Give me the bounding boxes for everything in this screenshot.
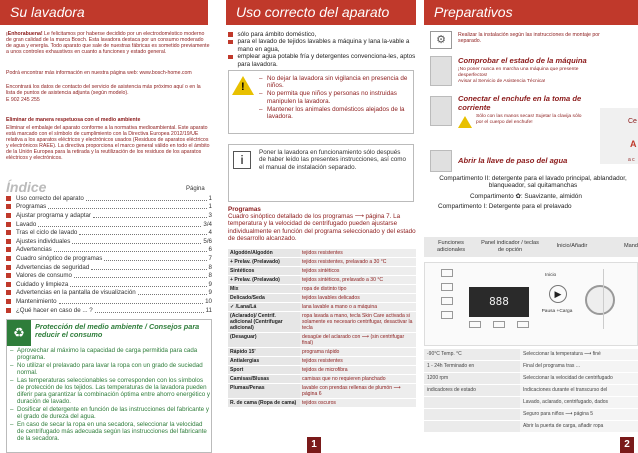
index-bullet-icon bbox=[6, 308, 11, 313]
step3-box bbox=[430, 150, 596, 176]
index-bullet-icon bbox=[6, 247, 11, 252]
warning-icon: ! bbox=[232, 76, 254, 95]
index-row[interactable] bbox=[6, 194, 212, 203]
lower-row bbox=[424, 397, 638, 408]
intro-text: Le felicitamos por haberse decidido por un electrodoméstico moderno de gran calidad de la marca Bosch. Esta lavadora destaca por un consumo moderado de agua y energía. Todo aparato que sale de nuestras fábricas es sometido previamente a unos controles exhaustivos en cuanto a funciones y estado general. bbox=[6, 31, 210, 56]
warning-item bbox=[259, 106, 411, 120]
program-name: Algodón/Algodón bbox=[228, 249, 300, 258]
index-row[interactable] bbox=[6, 246, 212, 255]
index-dots bbox=[104, 256, 206, 261]
index-dots bbox=[72, 239, 201, 244]
index-row[interactable] bbox=[6, 228, 212, 237]
eco-title: Eliminar de manera respetuosa con el medio ambiente bbox=[6, 117, 141, 123]
program-name: Camisas/Blusas bbox=[228, 375, 300, 384]
lower-row-text: Final del programa tras ... bbox=[520, 361, 638, 372]
index-bullet-icon bbox=[6, 273, 11, 278]
lower-row bbox=[424, 349, 638, 360]
usage-bullet-icon bbox=[228, 32, 233, 37]
index-bullet-icon bbox=[6, 256, 11, 261]
program-desc: ropa lavada a mano, tecla Skin Care activada si solamente es necesario centrifugar, desactivar la tecla bbox=[300, 312, 416, 333]
warning-dash: – bbox=[259, 90, 263, 98]
index-label: Cuidado y limpieza bbox=[16, 280, 69, 288]
step1-title: Comprobar el estado de la máquina bbox=[458, 56, 587, 65]
index-bullet-icon bbox=[6, 204, 11, 209]
option-buttons bbox=[469, 321, 529, 331]
program-desc: tejidos de microfibra bbox=[300, 366, 416, 375]
program-name: Rápido 15' bbox=[228, 348, 300, 357]
function-buttons bbox=[431, 269, 453, 339]
function-button-2[interactable] bbox=[441, 283, 453, 291]
program-name: Sport bbox=[228, 366, 300, 375]
usage-item-text: para el lavado de tejidos lavables a máquina y lana la-vable a mano en agua, bbox=[237, 38, 410, 53]
control-panel bbox=[424, 262, 638, 346]
contact-paragraph: Encontrará los datos de contacto del servicio de asistencia más próximo aquí o en la lista de puntos de asistencia adjunta (según modelo). bbox=[6, 84, 201, 97]
program-row bbox=[228, 303, 416, 312]
program-row bbox=[228, 312, 416, 333]
program-name: ✓ /Lana/Lá bbox=[228, 303, 300, 312]
index-label: Ajustes individuales bbox=[16, 237, 71, 245]
program-row bbox=[228, 384, 416, 399]
program-row bbox=[228, 276, 416, 285]
dial-labels bbox=[603, 269, 637, 329]
option-button-temp[interactable] bbox=[469, 321, 481, 328]
index-page: 1 bbox=[208, 203, 212, 211]
index-bullet-icon bbox=[6, 290, 11, 295]
env-item-text: En caso de secar la ropa en una secadora, seleccionar la velocidad de centrifugado más adecuada según las instrucciones del fabricante de la secadora. bbox=[17, 421, 207, 443]
index-page: 9 bbox=[208, 289, 212, 297]
index-dots bbox=[48, 204, 206, 209]
index-title: Índice bbox=[6, 179, 47, 195]
compartment-i: Compartimento I: Detergente para el prelavado bbox=[438, 203, 572, 210]
recycle-icon: ♻ bbox=[7, 320, 31, 346]
env-title: Protección del medio ambiente / Consejos para reducir el consumo bbox=[35, 322, 200, 340]
step1-item-1: ¡No poner nunca en marcha una máquina que presente desperfectos! bbox=[458, 67, 579, 78]
program-row bbox=[228, 357, 416, 366]
index-row[interactable] bbox=[6, 203, 212, 212]
program-desc: programa rápido bbox=[300, 348, 416, 357]
index-row[interactable] bbox=[6, 289, 212, 298]
index-dots bbox=[54, 247, 207, 252]
step2-title: Conectar el enchufe en la toma de corriente bbox=[458, 94, 582, 112]
index-row[interactable] bbox=[6, 220, 212, 229]
index-page: 3/4 bbox=[203, 220, 212, 228]
lower-row-label: 1200 rpm bbox=[424, 373, 520, 384]
display-screen: 888 bbox=[469, 287, 529, 317]
program-desc: tejidos sintéticos, prelavado a 30 °C bbox=[300, 276, 416, 285]
usage-list bbox=[228, 31, 416, 68]
side-letter-1: Ce bbox=[628, 118, 637, 125]
program-desc: ropa de distinto tipo bbox=[300, 285, 416, 294]
warning-list bbox=[259, 75, 411, 121]
lower-rows bbox=[424, 349, 638, 433]
lower-row bbox=[424, 373, 638, 384]
usage-bullet-icon bbox=[228, 40, 233, 45]
function-button-3[interactable] bbox=[441, 297, 453, 305]
env-item bbox=[10, 377, 210, 406]
usage-item bbox=[228, 38, 416, 53]
warning-item bbox=[259, 90, 411, 104]
index-label: Lavado bbox=[16, 220, 37, 228]
intro-bold: ¡Enhorabuena! bbox=[6, 31, 43, 37]
side-image bbox=[600, 108, 638, 164]
page-number-1: 1 bbox=[307, 437, 321, 453]
compartment-ii: Compartimento II: detergente para el lavado principal, ablandador, blanqueador, sal quitamanchas bbox=[439, 175, 627, 190]
index-dots bbox=[138, 290, 207, 295]
usage-item bbox=[228, 31, 416, 38]
lower-row-text: Seleccionar la velocidad de centrifugado bbox=[520, 373, 638, 384]
program-desc: tejidos resistentes bbox=[300, 357, 416, 366]
lower-row-label: indicadores de estado bbox=[424, 385, 520, 396]
index-label: ¿Qué hacer en caso de ... ? bbox=[16, 306, 93, 314]
info-box bbox=[228, 144, 414, 202]
info-text: Poner la lavadora en funcionamiento sólo después de haber leído las presentes instrucciones, así como el manual de instalación separado. bbox=[259, 149, 407, 171]
index-label: Advertencias de seguridad bbox=[16, 263, 90, 271]
usage-item-text: sólo para ámbito doméstico, bbox=[237, 31, 317, 38]
lower-row-label: -90°C Temp. °C bbox=[424, 349, 520, 360]
usage-item-text: emplear agua potable fría y detergentes convenciona-les, aptos para lavadora. bbox=[237, 53, 416, 68]
usage-bullet-icon bbox=[228, 55, 233, 60]
lower-row-text: Seleccionar la temperatura ⟶ finé bbox=[520, 349, 638, 360]
programs-title: Programas bbox=[228, 206, 261, 213]
env-dash: – bbox=[10, 361, 14, 369]
warning-dash: – bbox=[259, 75, 263, 82]
program-row bbox=[228, 375, 416, 384]
index-row[interactable] bbox=[6, 306, 212, 315]
program-row bbox=[228, 285, 416, 294]
plug-image bbox=[430, 96, 452, 126]
index-bullet-icon bbox=[6, 265, 11, 270]
side-letter-3: a c bbox=[628, 157, 635, 163]
lower-row-text: Seguro para niños ⟶ página 5 bbox=[520, 409, 638, 420]
program-name: Delicado/Seda bbox=[228, 294, 300, 303]
index-label: Advertencias en la pantalla de visualización bbox=[16, 289, 136, 297]
lower-row-text: Abrir la puerta de carga, añadir ropa bbox=[520, 421, 638, 432]
lower-row bbox=[424, 385, 638, 396]
program-desc: lavable con prendas rellenas de plumón ⟶ página 6 bbox=[300, 384, 416, 399]
env-item bbox=[10, 362, 210, 376]
programs-intro: Cuadro sinóptico detallado de los programas ⟶ página 7. La temperatura y la velocidad de centrifugado pueden ajustarse individualmente en función del programa seleccionado y del estado de desarrollo alcanzado. bbox=[228, 213, 416, 243]
program-desc: tejidos oscuros bbox=[300, 399, 416, 408]
index-page: 8 bbox=[208, 263, 212, 271]
program-name: (Desaguar) bbox=[228, 333, 300, 348]
index-label: Advertencias bbox=[16, 246, 52, 254]
lower-row bbox=[424, 421, 638, 432]
website-paragraph: Podrá encontrar más información en nuestra página web: www.bosch-home.com bbox=[6, 70, 192, 76]
side-letter-2: A bbox=[630, 139, 637, 149]
function-button-4[interactable] bbox=[441, 311, 453, 319]
index-list bbox=[6, 194, 212, 314]
env-dash: – bbox=[10, 406, 14, 414]
left-header: Su lavadora bbox=[0, 0, 208, 25]
env-item-text: Aprovechar al máximo la capacidad de carga permitida para cada programa. bbox=[17, 347, 198, 362]
program-name: Mix bbox=[228, 285, 300, 294]
index-row[interactable] bbox=[6, 263, 212, 272]
env-item bbox=[10, 347, 210, 361]
index-bullet-icon bbox=[6, 282, 11, 287]
program-desc: tejidos lavables delicados bbox=[300, 294, 416, 303]
index-page: 8 bbox=[208, 272, 212, 280]
function-button-1[interactable] bbox=[441, 269, 453, 277]
index-row[interactable] bbox=[6, 297, 212, 306]
install-icon: ⚙ bbox=[430, 31, 452, 49]
step1-item-2: Avisar al Servicio de Asistencia Técnica! bbox=[458, 79, 546, 84]
info-icon: i bbox=[233, 151, 251, 169]
step2-note: Sólo con las manos secas! Sujetar la clavija sólo por el cuerpo del enchufe! bbox=[476, 114, 582, 125]
index-row[interactable] bbox=[6, 237, 212, 246]
env-item-text: Dosificar el detergente en función de las instrucciones del fabricante y el grado de dureza del agua. bbox=[17, 406, 209, 421]
index-bullet-icon bbox=[6, 213, 11, 218]
program-desc: camisas que no requieren planchado bbox=[300, 375, 416, 384]
lower-row-label bbox=[424, 409, 520, 420]
program-name: + Prelav. (Prelavado) bbox=[228, 258, 300, 267]
tap-image bbox=[430, 150, 452, 172]
panel-header-start: Inicio/Añadir bbox=[556, 243, 588, 249]
index-dots bbox=[93, 213, 207, 218]
start-button[interactable]: ▶ bbox=[549, 285, 567, 303]
index-bullet-icon bbox=[6, 196, 11, 201]
index-page-label: Página bbox=[186, 186, 205, 192]
index-label: Uso correcto del aparato bbox=[16, 194, 84, 202]
lower-row-label bbox=[424, 397, 520, 408]
index-bullet-icon bbox=[6, 222, 11, 227]
env-dash: – bbox=[10, 376, 14, 384]
warning-box bbox=[228, 70, 414, 134]
env-box bbox=[6, 319, 212, 453]
env-item bbox=[10, 421, 210, 443]
eco-text: Eliminar el embalaje del aparato conforme a la normativa medioambiental. Este aparato está marcado con el símbolo de cumplimiento con la Directiva Europea 2012/19/UE relativa a los aparatos eléctricos y electrónicos usados (Residuos de aparatos eléctricos y electrónicos RAEE). La directiva proporciona el marco general válido en todo el ámbito de la Unión Europea para la retirada y la reutilización de los residuos de los aparatos eléctricos y electrónicos. bbox=[6, 125, 210, 162]
index-label: Ajustar programa y adaptar bbox=[16, 211, 91, 219]
lower-row-text: Indicaciones durante el transcurso del bbox=[520, 385, 638, 396]
step2-warning-icon bbox=[458, 116, 472, 128]
program-row bbox=[228, 294, 416, 303]
panel-header-functions: Funciones adicionales bbox=[437, 240, 465, 253]
right-header: Preparativos bbox=[424, 0, 638, 25]
compartment-softener: Compartimento ✿: Suavizante, almidón bbox=[470, 193, 582, 200]
programs-table bbox=[228, 249, 416, 408]
index-label: Tras el ciclo de lavado bbox=[16, 229, 78, 237]
program-name: + Prelav. (Prelavado) bbox=[228, 276, 300, 285]
install-note: Realizar la instalación según las instrucciones de montaje por separado. bbox=[458, 32, 600, 45]
program-name: (Aclarado)/ Centrif. adicional (Centrifugar adicional) bbox=[228, 312, 300, 333]
index-bullet-icon bbox=[6, 299, 11, 304]
start-label: Inicio bbox=[545, 273, 557, 278]
index-bullet-icon bbox=[6, 239, 11, 244]
warning-item-text: No dejar la lavadora sin vigilancia en presencia de niños. bbox=[267, 75, 408, 90]
step1-box bbox=[430, 56, 596, 90]
step1-image bbox=[430, 56, 452, 86]
warning-item bbox=[259, 75, 411, 89]
index-label: Programas bbox=[16, 203, 47, 211]
program-desc: lana lavable a mano o a máquina bbox=[300, 303, 416, 312]
warning-item-text: No permita que niños y personas no instruidas manipulen la lavadora. bbox=[267, 90, 397, 105]
middle-header: Uso correcto del aparato bbox=[226, 0, 416, 25]
program-row bbox=[228, 348, 416, 357]
index-dots bbox=[79, 230, 206, 235]
program-name: R. de cama (Ropa de cama) bbox=[228, 399, 300, 408]
page-number-2: 2 bbox=[620, 437, 634, 453]
option-button-end[interactable] bbox=[493, 321, 505, 328]
step3-title: Abrir la llave de paso del agua bbox=[458, 156, 568, 165]
warning-dash: – bbox=[259, 105, 263, 113]
warning-item-text: Mantener los animales domésticos alejados de la lavadora. bbox=[267, 105, 405, 121]
phone-number: E 902 245 255 bbox=[6, 97, 40, 103]
program-desc: desagüe del aclarado con ⟶ (sin centrifugar final) bbox=[300, 333, 416, 348]
index-page: 9 bbox=[208, 280, 212, 288]
env-dash: – bbox=[10, 421, 14, 429]
usage-item bbox=[228, 53, 416, 68]
index-dots bbox=[95, 308, 204, 313]
index-dots bbox=[70, 282, 206, 287]
index-page: 7 bbox=[208, 254, 212, 262]
index-dots bbox=[59, 299, 204, 304]
env-dash: – bbox=[10, 347, 14, 354]
program-desc: tejidos sintéticos bbox=[300, 267, 416, 276]
step2-box bbox=[430, 94, 596, 148]
program-row bbox=[228, 258, 416, 267]
env-list bbox=[10, 347, 210, 443]
panel-headers bbox=[424, 237, 638, 257]
index-page: 5/6 bbox=[203, 237, 212, 245]
env-item-text: No utilizar el prelavado para lavar la ropa con un grado de suciedad normal. bbox=[17, 361, 203, 377]
lower-row bbox=[424, 409, 638, 420]
index-dots bbox=[91, 265, 206, 270]
program-name: Plumas/Penas bbox=[228, 384, 300, 399]
program-row bbox=[228, 333, 416, 348]
program-name: Sintéticos bbox=[228, 267, 300, 276]
env-item-text: Las temperaturas seleccionables se corresponden con los símbolos de protección de los tejidos. Las temperaturas de la lavadora pueden diferir para garantizar la combinación óptima entre ahorro energético y duración de lavado. bbox=[17, 376, 210, 406]
option-button-spin[interactable] bbox=[517, 321, 529, 328]
index-page: 10 bbox=[205, 297, 212, 305]
index-dots bbox=[38, 222, 201, 227]
index-page: 4 bbox=[208, 229, 212, 237]
program-row bbox=[228, 267, 416, 276]
index-dots bbox=[86, 196, 207, 201]
panel-header-display: Panel indicador / teclas de opción bbox=[481, 240, 539, 253]
index-page: 6 bbox=[208, 246, 212, 254]
index-page: 11 bbox=[205, 306, 212, 314]
index-dots bbox=[74, 273, 207, 278]
lower-row-text: Lavado, aclarado, centrifugado, dados bbox=[520, 397, 638, 408]
program-row bbox=[228, 366, 416, 375]
program-row bbox=[228, 399, 416, 408]
program-row bbox=[228, 249, 416, 258]
index-label: Mantenimiento bbox=[16, 297, 57, 305]
panel-header-dial: Mand bbox=[624, 243, 638, 249]
lower-row-label bbox=[424, 421, 520, 432]
program-desc: tejidos resistentes bbox=[300, 249, 416, 258]
program-desc: tejidos resistentes, prelavado a 30 °C bbox=[300, 258, 416, 267]
index-row[interactable] bbox=[6, 271, 212, 280]
index-bullet-icon bbox=[6, 230, 11, 235]
index-row[interactable] bbox=[6, 211, 212, 220]
intro-paragraph bbox=[6, 31, 210, 55]
index-page: 3 bbox=[208, 211, 212, 219]
index-page: 1 bbox=[208, 194, 212, 202]
lower-row bbox=[424, 361, 638, 372]
index-label: Valores de consumo bbox=[16, 272, 72, 280]
lower-row-label: 1 - 24h Terminado en bbox=[424, 361, 520, 372]
program-name: Antialergias bbox=[228, 357, 300, 366]
pause-label: Pausa +Carga bbox=[541, 309, 573, 314]
index-label: Cuadro sinóptico de programas bbox=[16, 254, 103, 262]
index-row[interactable] bbox=[6, 280, 212, 289]
index-row[interactable] bbox=[6, 254, 212, 263]
env-item bbox=[10, 406, 210, 420]
